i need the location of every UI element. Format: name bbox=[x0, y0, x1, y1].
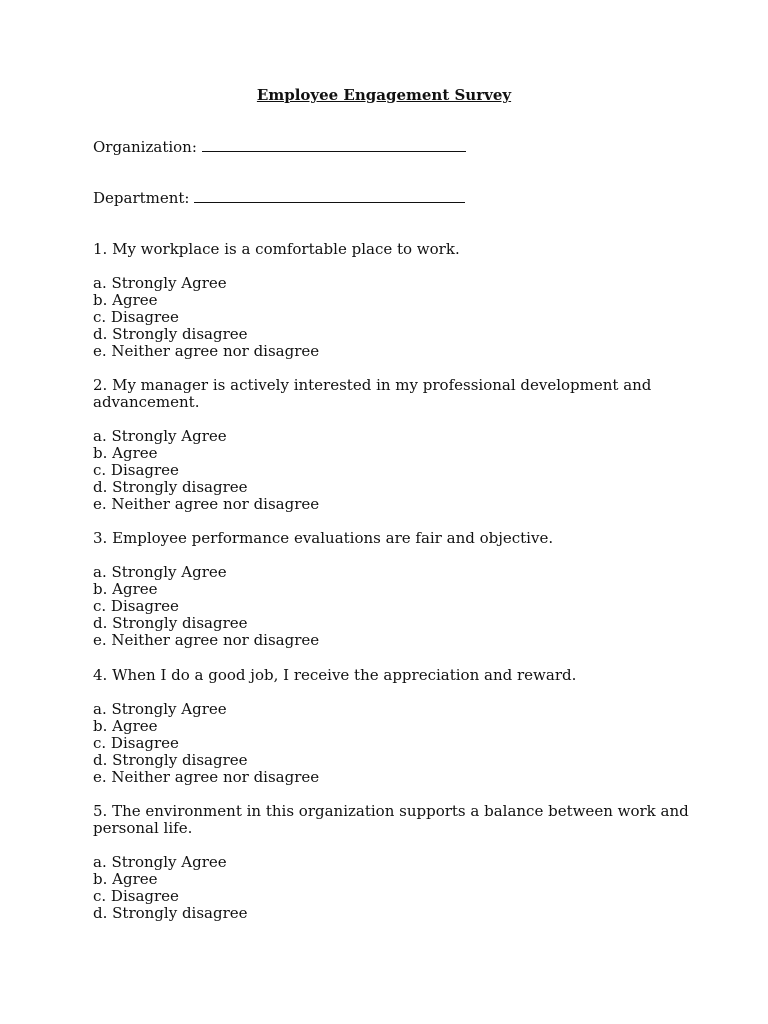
answer-option[interactable]: d. Strongly disagree bbox=[93, 478, 248, 496]
answer-option[interactable]: e. Neither agree nor disagree bbox=[93, 768, 320, 786]
department-blank-line[interactable] bbox=[194, 190, 465, 203]
question-2 bbox=[93, 377, 693, 513]
question-text: 5. The environment in this organization supports a balance between work and personal life. bbox=[93, 802, 689, 837]
answer-option[interactable]: d. Strongly disagree bbox=[93, 904, 248, 922]
answer-option[interactable]: e. Neither agree nor disagree bbox=[93, 631, 320, 649]
question-text: 3. Employee performance evaluations are fair and objective. bbox=[93, 529, 554, 547]
answer-option[interactable]: a. Strongly Agree bbox=[93, 563, 227, 581]
answer-option[interactable]: e. Neither agree nor disagree bbox=[93, 495, 320, 513]
answer-option[interactable]: e. Neither agree nor disagree bbox=[93, 342, 320, 360]
question-text: 2. My manager is actively interested in my professional development and advancement. bbox=[93, 376, 652, 411]
question-4 bbox=[93, 667, 693, 786]
organization-field bbox=[93, 139, 466, 156]
question-5 bbox=[93, 803, 693, 922]
department-field bbox=[93, 190, 465, 207]
department-label: Department: bbox=[93, 189, 190, 207]
question-1 bbox=[93, 241, 693, 360]
answer-option[interactable]: d. Strongly disagree bbox=[93, 325, 248, 343]
answer-option[interactable]: b. Agree bbox=[93, 580, 158, 598]
survey-title: Employee Engagement Survey bbox=[256, 86, 512, 104]
answer-option[interactable]: a. Strongly Agree bbox=[93, 700, 227, 718]
answer-option[interactable]: b. Agree bbox=[93, 291, 158, 309]
answer-option[interactable]: d. Strongly disagree bbox=[93, 614, 248, 632]
answer-option[interactable]: a. Strongly Agree bbox=[93, 274, 227, 292]
answer-option[interactable]: a. Strongly Agree bbox=[93, 427, 227, 445]
answer-option[interactable]: b. Agree bbox=[93, 444, 158, 462]
answer-option[interactable]: d. Strongly disagree bbox=[93, 751, 248, 769]
answer-option[interactable]: b. Agree bbox=[93, 870, 158, 888]
question-text: 1. My workplace is a comfortable place to work. bbox=[93, 240, 460, 258]
organization-label: Organization: bbox=[93, 138, 197, 156]
answer-option[interactable]: c. Disagree bbox=[93, 887, 179, 905]
answer-option[interactable]: b. Agree bbox=[93, 717, 158, 735]
answer-option[interactable]: c. Disagree bbox=[93, 461, 179, 479]
question-3 bbox=[93, 530, 693, 649]
answer-option[interactable]: c. Disagree bbox=[93, 308, 179, 326]
answer-option[interactable]: c. Disagree bbox=[93, 597, 179, 615]
answer-option[interactable]: c. Disagree bbox=[93, 734, 179, 752]
question-text: 4. When I do a good job, I receive the appreciation and reward. bbox=[93, 666, 577, 684]
organization-blank-line[interactable] bbox=[202, 139, 466, 152]
answer-option[interactable]: a. Strongly Agree bbox=[93, 853, 227, 871]
